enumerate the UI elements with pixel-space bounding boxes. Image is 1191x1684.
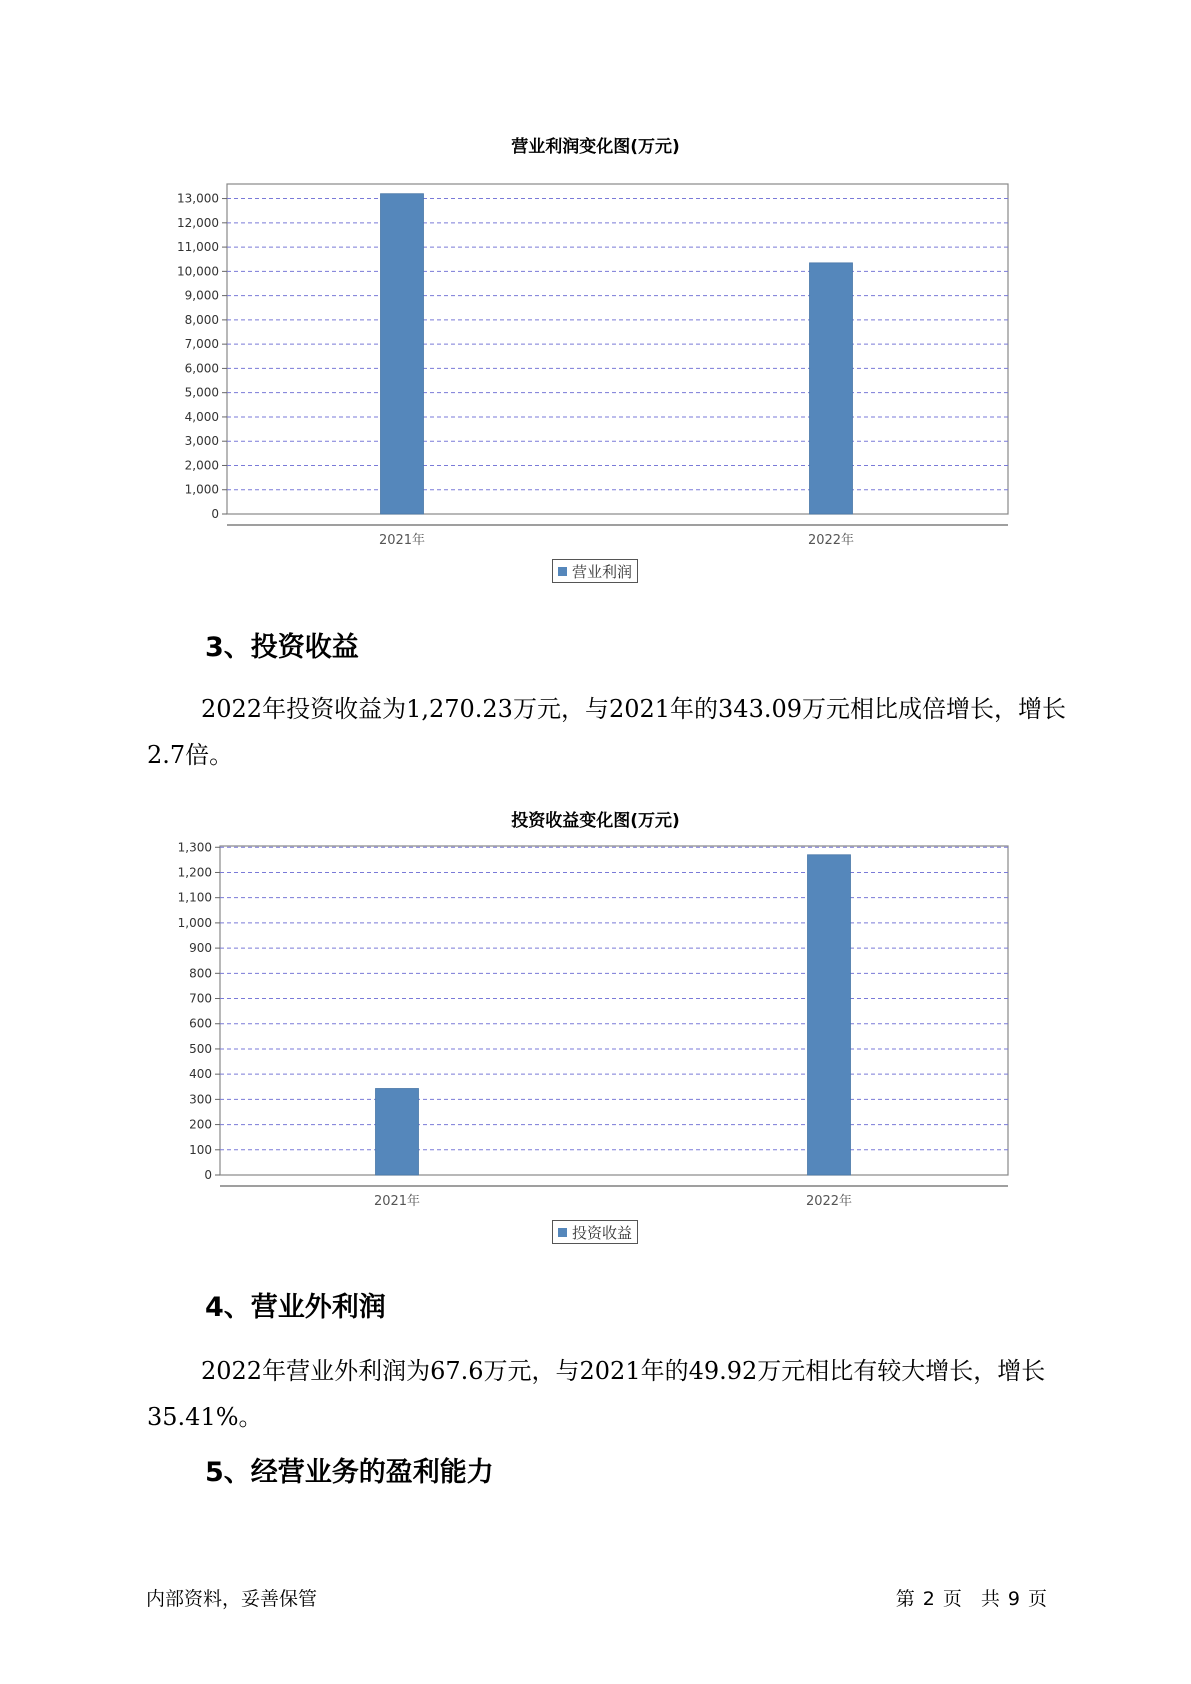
y-tick-label: 1,100 (177, 890, 212, 905)
section-text-non-operating-profit: 2022年营业外利润为67.6万元，与2021年的49.92万元相比有较大增长，增长35.41%。 (147, 1357, 1046, 1431)
y-tick-label: 11,000 (177, 240, 219, 255)
page-mid: 页 共 (942, 1588, 1000, 1610)
section-heading-non-operating-profit: 4、营业外利润 (205, 1292, 386, 1323)
footer-confidential-note: 内部资料，妥善保管 (146, 1588, 318, 1610)
y-tick-label: 9,000 (184, 288, 219, 303)
y-tick-label: 900 (189, 941, 212, 956)
page-current: 2 (922, 1588, 935, 1610)
y-tick-label: 13,000 (177, 191, 219, 206)
y-tick-label: 1,000 (177, 915, 212, 930)
y-tick-label: 1,200 (177, 865, 212, 880)
y-tick-label: 3,000 (184, 434, 219, 449)
y-tick-label: 8,000 (184, 312, 219, 327)
chart-legend-investment-income (552, 1220, 638, 1244)
x-tick-label: 2022年 (807, 533, 855, 548)
y-tick-label: 600 (189, 1016, 212, 1031)
y-tick-label: 100 (189, 1142, 212, 1157)
chart-title-investment-income: 投资收益变化图(万元) (511, 811, 680, 831)
x-tick-label: 2021年 (373, 1194, 421, 1209)
y-tick-label: 1,000 (184, 482, 219, 497)
y-tick-label: 4,000 (184, 409, 219, 424)
y-tick-label: 0 (211, 507, 219, 521)
y-tick-label: 2,000 (184, 458, 219, 473)
section-heading-operating-business-profitability: 5、经营业务的盈利能力 (205, 1457, 494, 1488)
footer-page-number (892, 1584, 1051, 1611)
plot-area (220, 846, 1008, 1175)
legend-swatch (558, 1228, 567, 1237)
y-tick-label: 200 (189, 1117, 212, 1132)
section-text-investment-income: 2022年投资收益为1,270.23万元，与2021年的343.09万元相比成倍增长，增长2.7倍。 (147, 695, 1067, 769)
legend-label: 投资收益 (572, 1223, 633, 1242)
y-tick-label: 7,000 (184, 337, 219, 352)
y-tick-label: 0 (204, 1168, 212, 1182)
y-tick-label: 800 (189, 966, 212, 981)
bar-2022年 (808, 855, 851, 1175)
y-tick-label: 300 (189, 1092, 212, 1107)
y-tick-label: 1,300 (177, 840, 212, 855)
y-tick-label: 12,000 (177, 215, 219, 230)
section-heading-investment-income: 3、投资收益 (205, 632, 359, 663)
y-tick-label: 6,000 (184, 361, 219, 376)
page-prefix: 第 (895, 1588, 915, 1610)
legend-label: 营业利润 (572, 562, 633, 581)
chart-title-operating-profit: 营业利润变化图(万元) (511, 137, 680, 157)
x-tick-label: 2022年 (805, 1194, 853, 1209)
page-total: 9 (1007, 1588, 1020, 1610)
y-tick-label: 700 (189, 991, 212, 1006)
x-tick-label: 2021年 (378, 533, 426, 548)
y-tick-label: 500 (189, 1041, 212, 1056)
page-suffix: 页 (1027, 1588, 1047, 1610)
y-tick-label: 10,000 (177, 264, 219, 279)
y-tick-label: 5,000 (184, 385, 219, 400)
y-tick-label: 400 (189, 1067, 212, 1082)
bar-2021年 (376, 1089, 419, 1175)
